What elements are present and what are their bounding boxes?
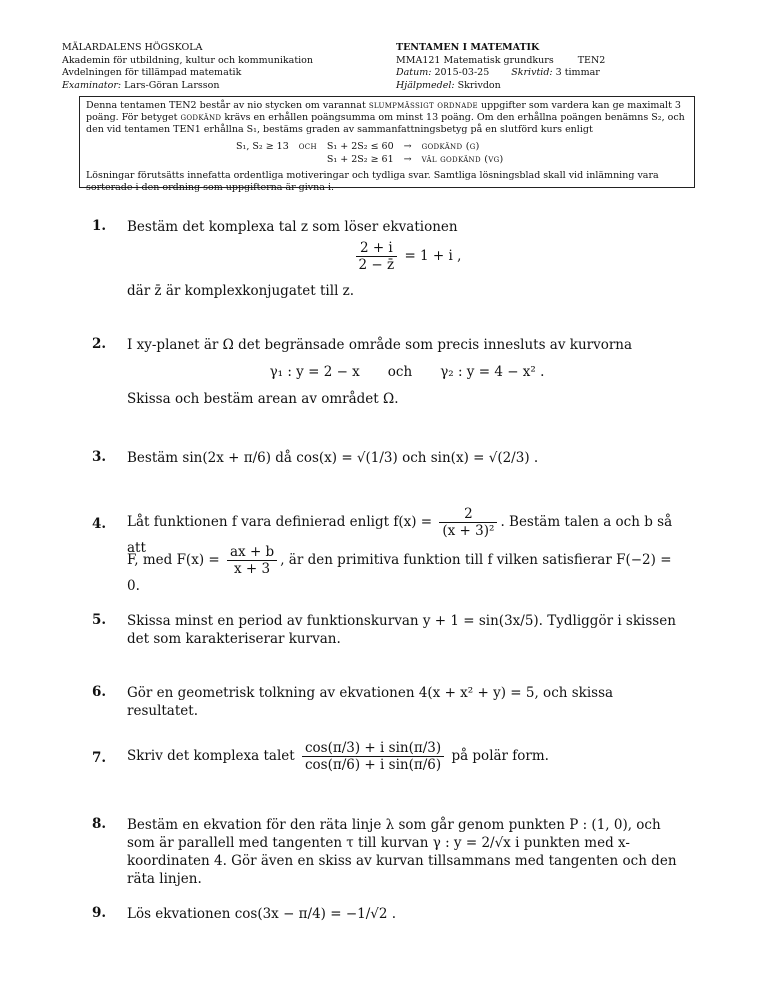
grading-table: S₁, S₂ ≥ 13 och S₁ + 2S₂ ≤ 60 → godkänd (g) S₁ + 2S₂ ≥ 61 → väl godkänd (vg) bbox=[236, 141, 504, 165]
academy-name: Akademin för utbildning, kultur och kommunikation bbox=[62, 54, 314, 66]
problem-7-line: Skriv det komplexa talet $\frac{\text{cos(π/3) + i sin(π/3)}}{\text{cos(π/6) + i sin(π/6)}}$ på polär form. bbox=[127, 740, 549, 773]
problem-4-line1: Låt funktionen f vara definierad enligt f(x) = $\frac{2}{\text{(x + 3)²}}$ . Bestäm talen a och b så att bbox=[127, 506, 673, 556]
problem-2-curves: γ₁ : y = 2 − x och γ₂ : y = 4 − x² . bbox=[269, 364, 545, 380]
header-right bbox=[396, 42, 605, 92]
problem-4-line2: F, med F(x) = $\frac{ax + b}{x + 3}$ , är den primitiva funktion till f vilken satisfierar F(−2) = 0. bbox=[127, 544, 672, 594]
header-left bbox=[62, 42, 313, 92]
aids-line: Hjälpmedel: Skrivdon bbox=[396, 79, 501, 91]
instructions-text: Denna tentamen TEN2 består av nio stycken om varannat slumpmässigt ordnade uppgifter som vardera kan ge maximalt 3 poäng. För betyget godkänd krävs en erhållen poängsumma om minst 13 poäng. Om den erhållna poängen benämns S₂, och den vid tentamen TEN1 erhållna S₁, bestäms graden av sammanfattningsbetyg på en slutförd kurs enligt bbox=[86, 100, 685, 135]
division-name: Avdelningen för tillämpad matematik bbox=[62, 67, 242, 78]
problem-1-equation: $\frac{2 + i}{2 - z̄}$ = 1 + i , bbox=[127, 240, 687, 273]
course-line: MMA121 Matematisk grundkurs TEN2 bbox=[396, 54, 606, 66]
instructions-footer: Lösningar förutsätts innefatta ordentliga motiveringar och tydliga svar. Samtliga lösningsblad skall vid inlämning vara sorterade i den ordning som uppgifterna är givna i. bbox=[86, 170, 659, 193]
exam-title: TENTAMEN I MATEMATIK bbox=[396, 42, 540, 53]
date-line: Datum: 2015-03-25 Skrivtid: 3 timmar bbox=[396, 67, 600, 78]
examiner-line: Examinator: Lars-Göran Larsson bbox=[62, 79, 220, 91]
school-name: MÄLARDALENS HÖGSKOLA bbox=[62, 42, 203, 53]
instructions-box bbox=[79, 96, 695, 193]
